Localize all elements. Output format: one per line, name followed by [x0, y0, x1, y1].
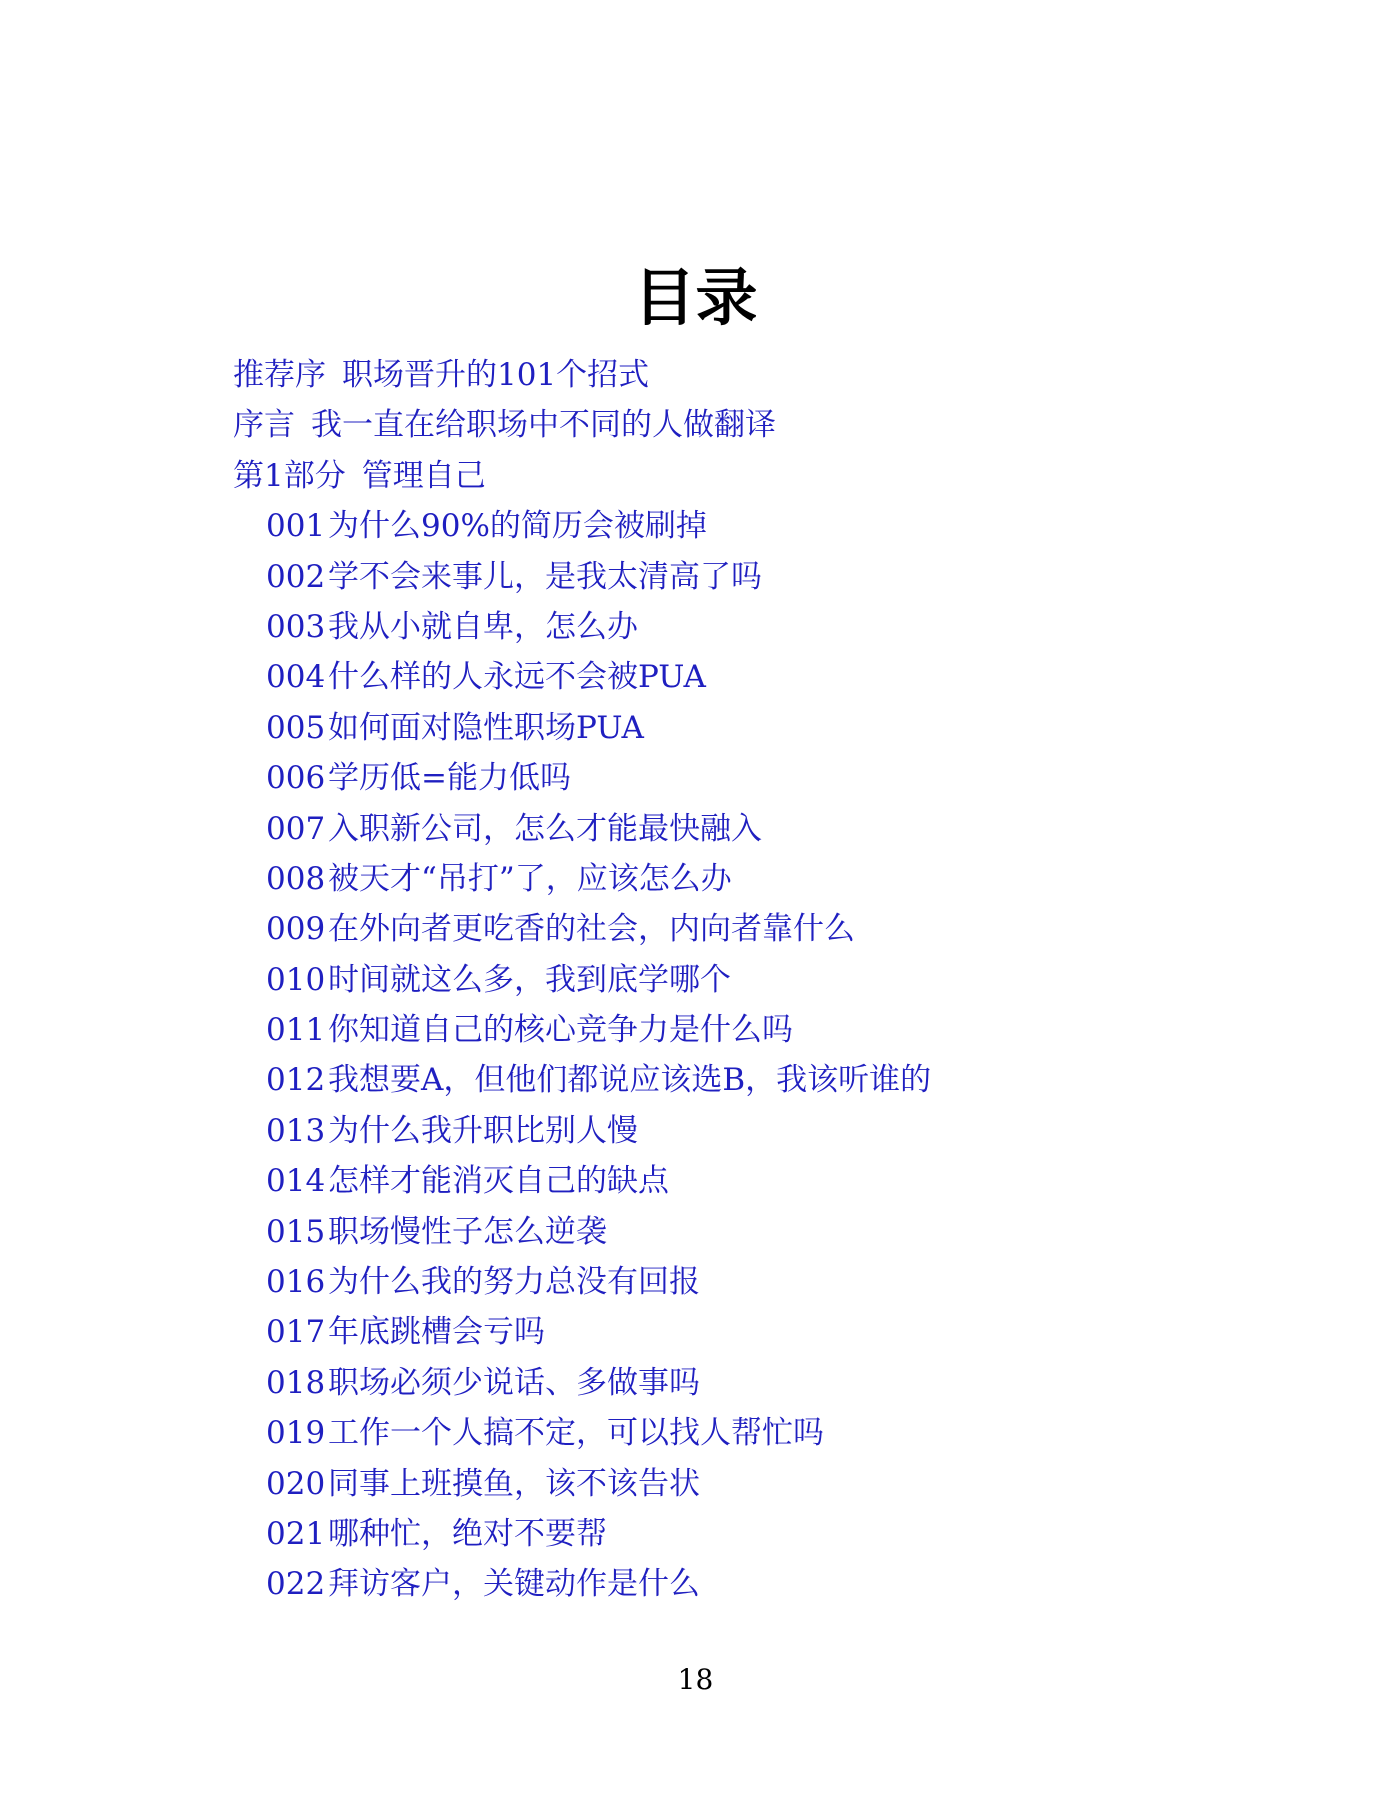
toc-entry-chapter[interactable] [233, 501, 1233, 551]
toc-entry-chapter[interactable] [233, 602, 1233, 652]
chapter-number: 006 [266, 760, 326, 797]
toc-entry-chapter[interactable] [233, 703, 1233, 753]
chapter-title: 被天才“吊打”了，应该怎么办 [328, 860, 732, 897]
toc-entry-chapter[interactable] [233, 1055, 1233, 1105]
entry-label: 推荐序 [233, 357, 326, 393]
toc-entry-chapter[interactable] [233, 1005, 1233, 1055]
chapter-number: 010 [266, 961, 326, 998]
chapter-title: 我从小就自卑，怎么办 [328, 608, 638, 645]
toc-entry-part-1[interactable] [233, 451, 1233, 501]
toc-entry-chapter[interactable] [233, 1509, 1233, 1559]
toc-entry-chapter[interactable] [233, 1408, 1233, 1458]
chapter-title: 什么样的人永远不会被PUA [328, 659, 706, 696]
toc-entry-chapter[interactable] [233, 1307, 1233, 1357]
chapter-number: 015 [266, 1213, 326, 1250]
chapter-number: 011 [266, 1012, 326, 1049]
chapter-number: 008 [266, 860, 326, 897]
entry-title: 我一直在给职场中不同的人做翻译 [311, 407, 776, 444]
chapter-number: 005 [266, 709, 326, 746]
chapter-number: 022 [266, 1566, 326, 1603]
entry-label: 第1部分 [233, 457, 346, 494]
entry-title: 管理自己 [361, 457, 486, 494]
chapter-number: 001 [266, 508, 326, 545]
chapter-title: 为什么90%的简历会被刷掉 [328, 508, 707, 545]
chapter-number: 014 [266, 1163, 326, 1200]
chapter-title: 我想要A，但他们都说应该选B，我该听谁的 [328, 1062, 932, 1099]
chapter-number: 009 [266, 911, 326, 948]
toc-entry-chapter[interactable] [233, 552, 1233, 602]
chapter-title: 为什么我升职比别人慢 [328, 1112, 638, 1149]
page-number: 18 [677, 1663, 714, 1696]
chapter-number: 002 [266, 558, 326, 595]
chapter-title: 职场慢性子怎么逆袭 [328, 1213, 607, 1250]
toc-entry-chapter[interactable] [233, 1106, 1233, 1156]
toc-entry-chapter[interactable] [233, 753, 1233, 803]
toc-entry-chapter[interactable] [233, 854, 1233, 904]
chapter-title: 为什么我的努力总没有回报 [328, 1264, 700, 1301]
chapter-number: 021 [266, 1515, 326, 1552]
chapter-title: 在外向者更吃香的社会，内向者靠什么 [328, 911, 855, 948]
toc-entry-foreword[interactable] [233, 350, 1233, 400]
chapter-title: 怎样才能消灭自己的缺点 [328, 1163, 669, 1200]
toc-entry-chapter[interactable] [233, 652, 1233, 702]
toc-entry-chapter[interactable] [233, 1257, 1233, 1307]
chapter-title: 入职新公司，怎么才能最快融入 [328, 810, 762, 847]
page-title: 目录 [633, 260, 758, 334]
toc-entry-preface[interactable] [233, 400, 1233, 450]
toc-entry-chapter[interactable] [233, 1459, 1233, 1509]
chapter-number: 017 [266, 1314, 326, 1351]
chapter-number: 020 [266, 1465, 326, 1502]
table-of-contents [233, 350, 1233, 1610]
toc-entry-chapter[interactable] [233, 904, 1233, 954]
toc-entry-chapter[interactable] [233, 955, 1233, 1005]
chapter-number: 013 [266, 1112, 326, 1149]
chapter-title: 年底跳槽会亏吗 [328, 1314, 545, 1351]
toc-entry-chapter[interactable] [233, 1559, 1233, 1609]
entry-title: 职场晋升的101个招式 [342, 357, 650, 393]
entry-label: 序言 [233, 407, 295, 444]
chapter-number: 016 [266, 1264, 326, 1301]
chapter-title: 拜访客户，关键动作是什么 [328, 1566, 700, 1603]
toc-entry-chapter[interactable] [233, 804, 1233, 854]
chapter-title: 你知道自己的核心竞争力是什么吗 [328, 1012, 793, 1049]
chapter-number: 012 [266, 1062, 326, 1099]
chapter-number: 019 [266, 1415, 326, 1452]
chapter-number: 007 [266, 810, 326, 847]
chapter-number: 003 [266, 608, 326, 645]
chapter-number: 018 [266, 1364, 326, 1401]
chapter-title: 哪种忙，绝对不要帮 [328, 1515, 607, 1552]
toc-entry-chapter[interactable] [233, 1358, 1233, 1408]
chapter-title: 时间就这么多，我到底学哪个 [328, 961, 731, 998]
chapter-number: 004 [266, 659, 326, 696]
chapter-title: 职场必须少说话、多做事吗 [328, 1364, 700, 1401]
toc-entry-chapter[interactable] [233, 1207, 1233, 1257]
chapter-title: 学历低=能力低吗 [328, 760, 571, 797]
chapter-title: 如何面对隐性职场PUA [328, 709, 644, 746]
chapter-title: 学不会来事儿，是我太清高了吗 [328, 558, 762, 595]
toc-entry-chapter[interactable] [233, 1156, 1233, 1206]
chapter-title: 同事上班摸鱼，该不该告状 [328, 1465, 700, 1502]
chapter-title: 工作一个人搞不定，可以找人帮忙吗 [328, 1415, 824, 1452]
